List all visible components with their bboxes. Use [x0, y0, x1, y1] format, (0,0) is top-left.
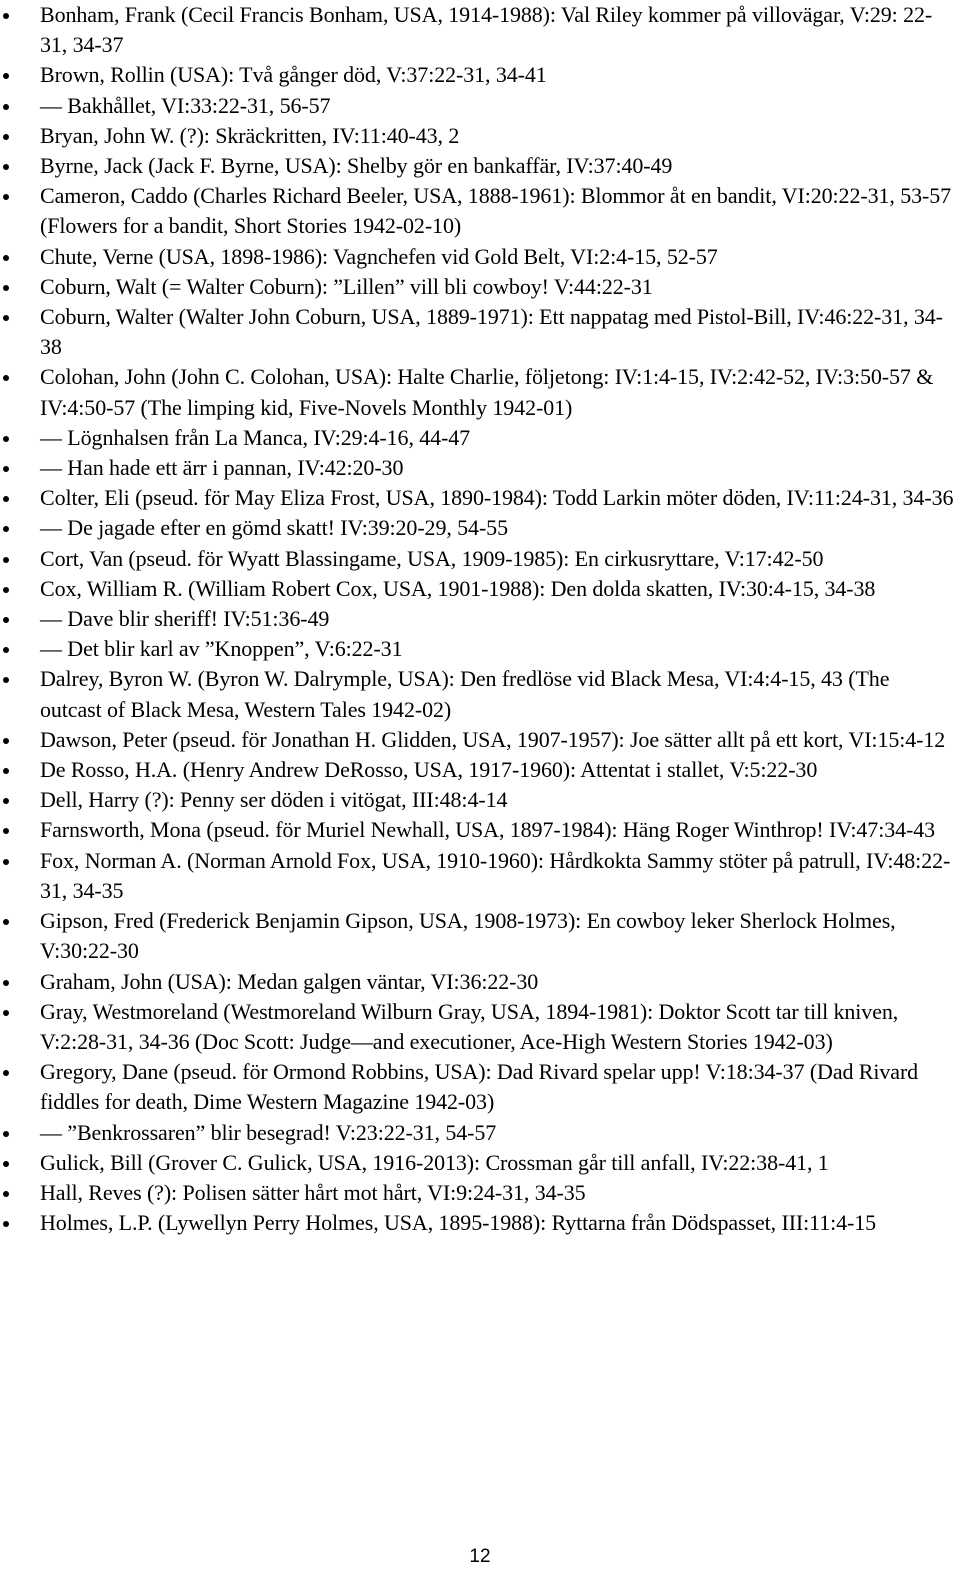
entry-text: Dawson, Peter (pseud. för Jonathan H. Glidden, USA, 1907-1957): Joe sätter allt på ett kort, VI:15:4-12 [40, 726, 946, 752]
entry-text: Bryan, John W. (?): Skräckritten, IV:11:40-43, 2 [40, 122, 460, 148]
bullet-icon [3, 73, 9, 79]
entry-text: Chute, Verne (USA, 1898-1986): Vagnchefen vid Gold Belt, VI:2:4-15, 52-57 [40, 243, 718, 269]
entry-text: — ”Benkrossaren” blir besegrad! V:23:22-31, 54-57 [40, 1119, 497, 1145]
bullet-icon [3, 134, 9, 140]
entry-text: Farnsworth, Mona (pseud. för Muriel Newhall, USA, 1897-1984): Häng Roger Winthrop! IV:47:34-43 [40, 817, 936, 843]
bullet-icon [3, 1070, 9, 1076]
entry-text: Colohan, John (John C. Colohan, USA): Halte Charlie, följetong: IV:1:4-15, IV:2:42-52, IV:3:50-57 & IV:4:50-57 (The limping kid, Five-Novels Monthly 1942-01) [40, 364, 934, 420]
bullet-icon [3, 1131, 9, 1137]
list-item [0, 544, 960, 574]
entry-text: Holmes, L.P. (Lywellyn Perry Holmes, USA, 1895-1988): Ryttarna från Dödspasset, III:11:4-15 [40, 1210, 877, 1236]
bullet-icon [3, 255, 9, 261]
bullet-icon [3, 375, 9, 381]
bullet-icon [3, 104, 9, 110]
bullet-icon [3, 768, 9, 774]
list-item [0, 1148, 960, 1178]
list-item [0, 785, 960, 815]
bullet-icon [3, 1010, 9, 1016]
bullet-icon [3, 738, 9, 744]
list-item [0, 634, 960, 664]
entry-text: Hall, Reves (?): Polisen sätter hårt mot hårt, VI:9:24-31, 34-35 [40, 1179, 586, 1205]
list-item [0, 483, 960, 513]
list-item [0, 664, 960, 724]
list-item [0, 997, 960, 1057]
bullet-icon [3, 315, 9, 321]
list-item [0, 513, 960, 543]
bullet-icon [3, 647, 9, 653]
bullet-icon [3, 466, 9, 472]
entry-text: — Det blir karl av ”Knoppen”, V:6:22-31 [40, 636, 403, 662]
bullet-icon [3, 587, 9, 593]
entry-text: Cameron, Caddo (Charles Richard Beeler, USA, 1888-1961): Blommor åt en bandit, VI:20:22-31, 53-57 (Flowers for a bandit, Short Stories 1942-02-10) [40, 183, 952, 239]
entry-text: — De jagade efter en gömd skatt! IV:39:20-29, 54-55 [40, 515, 508, 541]
list-item [0, 362, 960, 422]
list-item [0, 151, 960, 181]
list-item [0, 755, 960, 785]
list-item [0, 181, 960, 241]
bullet-icon [3, 1221, 9, 1227]
entry-text: Gregory, Dane (pseud. för Ormond Robbins, USA): Dad Rivard spelar upp! V:18:34-37 (Dad Rivard fiddles for death, Dime Western Magazine 1942-03) [40, 1059, 919, 1115]
entry-text: Dalrey, Byron W. (Byron W. Dalrymple, USA): Den fredlöse vid Black Mesa, VI:4:4-15, 43 (The outcast of Black Mesa, Western Tales 1942-02) [40, 666, 890, 722]
bullet-icon [3, 1191, 9, 1197]
entry-text: — Dave blir sheriff! IV:51:36-49 [40, 606, 330, 632]
list-item [0, 272, 960, 302]
entry-text: Brown, Rollin (USA): Två gånger död, V:37:22-31, 34-41 [40, 62, 547, 88]
entry-text: Fox, Norman A. (Norman Arnold Fox, USA, 1910-1960): Hårdkokta Sammy stöter på patrull, IV:48:22-31, 34-35 [40, 847, 951, 903]
list-item [0, 1118, 960, 1148]
entry-text: Byrne, Jack (Jack F. Byrne, USA): Shelby gör en bankaffär, IV:37:40-49 [40, 153, 673, 179]
list-item [0, 1208, 960, 1238]
list-item [0, 302, 960, 362]
bullet-icon [3, 798, 9, 804]
bullet-icon [3, 194, 9, 200]
bullet-icon [3, 919, 9, 925]
list-item [0, 453, 960, 483]
list-item [0, 1178, 960, 1208]
list-item [0, 242, 960, 272]
entry-text: Gipson, Fred (Frederick Benjamin Gipson, USA, 1908-1973): En cowboy leker Sherlock Holmes, V:30:22-30 [40, 908, 896, 964]
entry-text: Gulick, Bill (Grover C. Gulick, USA, 1916-2013): Crossman går till anfall, IV:22:38-41, 1 [40, 1149, 829, 1175]
list-item [0, 967, 960, 997]
list-item [0, 0, 960, 60]
bullet-icon [3, 1161, 9, 1167]
entry-text: Gray, Westmoreland (Westmoreland Wilburn Gray, USA, 1894-1981): Doktor Scott tar till kniven, V:2:28-31, 34-36 (Doc Scott: Judge—and executioner, Ace-High Western Stories 1942-03) [40, 998, 899, 1054]
bullet-icon [3, 436, 9, 442]
list-item [0, 1057, 960, 1117]
bullet-icon [3, 496, 9, 502]
entry-text: Bonham, Frank (Cecil Francis Bonham, USA, 1914-1988): Val Riley kommer på villovägar, V:29: 22-31, 34-37 [40, 2, 933, 58]
bullet-icon [3, 617, 9, 623]
bullet-icon [3, 557, 9, 563]
entry-text: — Lögnhalsen från La Manca, IV:29:4-16, 44-47 [40, 424, 471, 450]
entry-text: Cort, Van (pseud. för Wyatt Blassingame, USA, 1909-1985): En cirkusryttare, V:17:42-50 [40, 545, 824, 571]
list-item [0, 574, 960, 604]
bullet-icon [3, 285, 9, 291]
bullet-icon [3, 164, 9, 170]
entry-text: — Bakhållet, VI:33:22-31, 56-57 [40, 92, 331, 118]
bullet-icon [3, 859, 9, 865]
list-item [0, 91, 960, 121]
list-item [0, 906, 960, 966]
entry-text: — Han hade ett ärr i pannan, IV:42:20-30 [40, 455, 404, 481]
list-item [0, 121, 960, 151]
page-number: 12 [469, 1546, 491, 1567]
bullet-icon [3, 13, 9, 19]
list-item [0, 815, 960, 845]
bullet-icon [3, 828, 9, 834]
entry-text: Coburn, Walt (= Walter Coburn): ”Lillen” vill bli cowboy! V:44:22-31 [40, 273, 653, 299]
list-item [0, 725, 960, 755]
bullet-icon [3, 980, 9, 986]
entry-text: Colter, Eli (pseud. för May Eliza Frost, USA, 1890-1984): Todd Larkin möter döden, IV:11:24-31, 34-36 [40, 485, 954, 511]
list-item [0, 846, 960, 906]
entry-text: Dell, Harry (?): Penny ser döden i vitögat, III:48:4-14 [40, 787, 508, 813]
list-item [0, 604, 960, 634]
bullet-icon [3, 677, 9, 683]
list-item [0, 60, 960, 90]
bullet-icon [3, 526, 9, 532]
entry-text: Graham, John (USA): Medan galgen väntar, VI:36:22-30 [40, 968, 539, 994]
entry-text: Cox, William R. (William Robert Cox, USA, 1901-1988): Den dolda skatten, IV:30:4-15, 34-38 [40, 575, 876, 601]
list-item [0, 423, 960, 453]
entry-text: Coburn, Walter (Walter John Coburn, USA, 1889-1971): Ett nappatag med Pistol-Bill, IV:46:22-31, 34-38 [40, 304, 943, 360]
entry-text: De Rosso, H.A. (Henry Andrew DeRosso, USA, 1917-1960): Attentat i stallet, V:5:22-30 [40, 757, 818, 783]
